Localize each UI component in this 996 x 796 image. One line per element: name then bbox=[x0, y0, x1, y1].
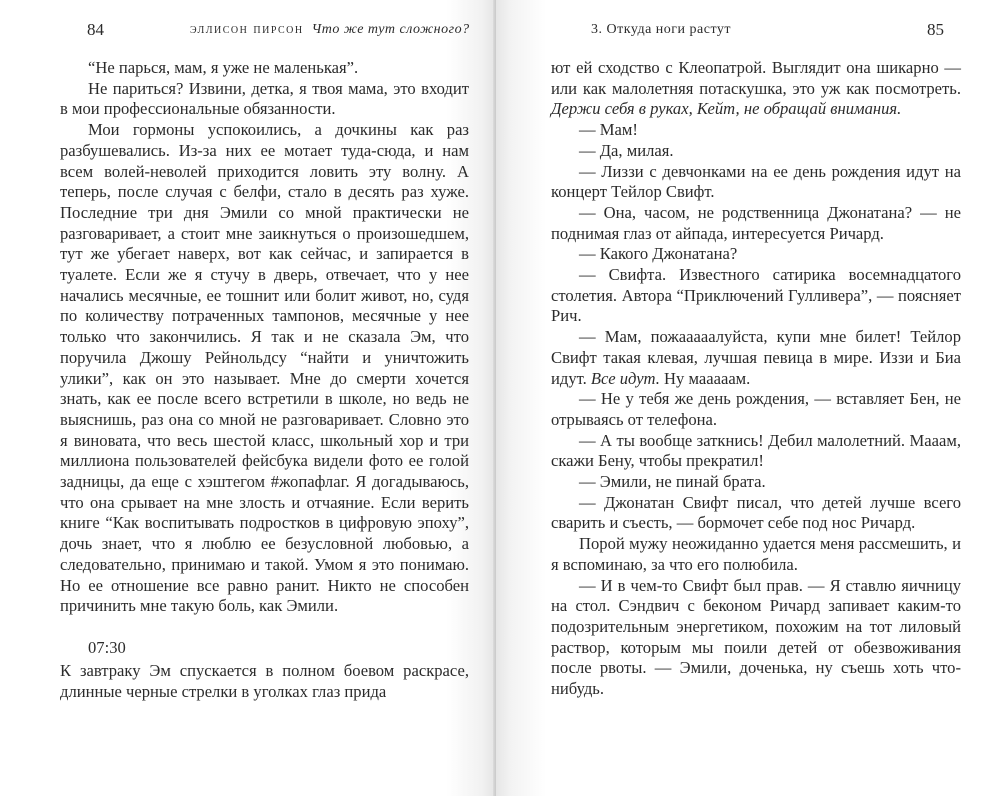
left-running-header bbox=[190, 22, 470, 38]
dialogue-line: — Эмили, не пинай брата. bbox=[579, 472, 766, 492]
paragraph-text: ют ей сходство с Клеопатрой. Выглядит она шикарно — или как малолетняя потаскушка, это уж как посмотреть. bbox=[551, 58, 961, 98]
paragraph bbox=[551, 58, 961, 120]
paragraph: Порой мужу неожиданно удается меня рассмешить, и я вспоминаю, за что его полюбила. bbox=[551, 534, 961, 574]
italic-phrase: Все идут. bbox=[590, 368, 660, 388]
paragraph: Мои гормоны успокоились, а дочкины как раз разбушевались. Из-за них ее мотает туда-сюда, и нам всем волей-неволей приходится ловить эту волну. А теперь, после случая с белфи, стало в десять раз хуже. Последние три дня Эмили со мной практически не разговаривает, а стоит мне заикнуться о произошедшем, тут же убегает наверх, вот как сейчас, и запирается в туалете. Если же я стучу в дверь, отвечает, что у нее начались месячные, ее тошнит или болит живот, но, судя по количеству потраченных тампонов, месячные у нее только что закончились. Я так и не сказала Эм, что поручила Джошу Рейнольдсу “найти и уничтожить улики”, как он это называет. Мне до смерти хочется знать, как ее после всего встретили в школе, но ведь не выяснишь, раз она со мной не разговаривает. Словно это я виновата, что весь шестой класс, школьный хор и три миллиона пользователей фейсбука видели фото ее голой задницы, да еще с хэштегом #жопафлаг. Я догадываюсь, что она срывает на мне злость и отчаяние. Если верить книге “Как воспитывать подростков в цифровую эпоху”, дочь знает, что я люблю ее безусловной любовью, а следовательно, принимаю и такой. Умом я это понимаю. Но ее отношение все равно ранит. Никто не способен причинить мне такую боль, как Эмили. bbox=[60, 120, 469, 616]
dialogue-line: — Мам! bbox=[579, 120, 638, 140]
dialogue-line: — Да, милая. bbox=[579, 140, 674, 160]
dialogue-line: — А ты вообще заткнись! Дебил малолетний. Мааам, скажи Бену, чтобы прекратил! bbox=[551, 430, 961, 471]
header-author: эллисон пирсон bbox=[190, 22, 304, 37]
right-page bbox=[496, 0, 996, 796]
dialogue-line: — Джонатан Свифт писал, что детей лучше всего сварить и съесть, — бормочет себе под нос Ричард. bbox=[551, 492, 961, 533]
dialogue-line: — Какого Джонатана? bbox=[579, 244, 738, 264]
paragraph: Не париться? Извини, детка, я твоя мама, это входит в мои профессиональные обязанности. bbox=[60, 78, 469, 119]
dialogue-line: — Не у тебя же день рождения, — вставляет Бен, не отрываясь от телефона. bbox=[551, 389, 961, 429]
left-page bbox=[0, 0, 496, 796]
dialogue-text: — Мам, пожааааалуйста, купи мне билет! Тейлор Свифт такая клевая, лучшая певица в мире. Иззи и Биа идут. bbox=[551, 327, 961, 388]
italic-thought: Держи себя в руках, Кейт, не обращай внимания. bbox=[551, 99, 902, 119]
dialogue-line: — И в чем-то Свифт был прав. — Я ставлю яичницу на стол. Сэндвич с беконом Ричард запивает каким-то подозрительным энергетиком, похожим на тот лиловый раствор, которым мы поили детей от обезвоживания после рвоты. — Эмили, доченька, ну съешь хоть что-нибудь. bbox=[551, 575, 961, 699]
dialogue-line: — Лиззи с девчонками на ее день рождения идут на концерт Тейлор Свифт. bbox=[551, 161, 961, 202]
dialogue-line: — Свифта. Известного сатирика восемнадцатого столетия. Автора “Приключений Гулливера”, — поясняет Рич. bbox=[551, 265, 961, 326]
right-page-text bbox=[551, 58, 961, 700]
paragraph: К завтраку Эм спускается в полном боевом раскрасе, длинные черные стрелки в уголках глаз прида bbox=[60, 661, 469, 702]
right-page-number: 85 bbox=[927, 20, 944, 39]
dialogue-line bbox=[551, 327, 961, 389]
dialogue-text: Ну мааааам. bbox=[659, 368, 751, 388]
dialogue-line: — Она, часом, не родственница Джонатана? — не поднимая глаз от айпада, интересуется Ричард. bbox=[551, 202, 961, 243]
right-running-header: 3. Откуда ноги растут bbox=[591, 22, 731, 37]
header-book-title: Что же тут сложного? bbox=[311, 22, 470, 37]
time-mark: 07:30 bbox=[88, 637, 126, 657]
left-page-text bbox=[60, 58, 469, 703]
left-page-number: 84 bbox=[87, 20, 104, 39]
paragraph: “Не парься, мам, я уже не маленькая”. bbox=[88, 58, 359, 77]
